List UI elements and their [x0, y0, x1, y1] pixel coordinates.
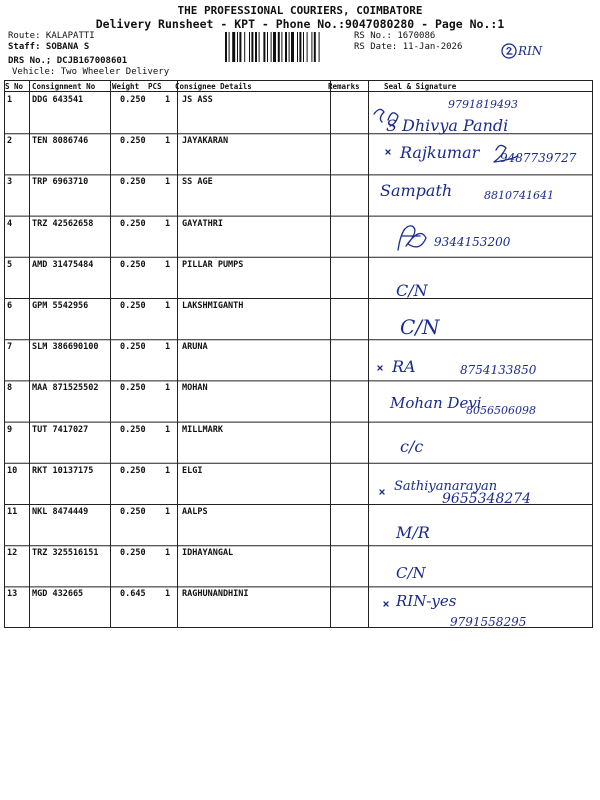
- cell-pcs: 1: [165, 342, 171, 353]
- company-title: THE PROFESSIONAL COURIERS, COIMBATORE: [177, 4, 423, 17]
- barcode: [225, 32, 351, 62]
- cell-consignee: AALPS: [182, 507, 208, 517]
- sig10-name: Sathiyanarayan: [394, 479, 498, 494]
- cell-consignee: GAYATHRI: [182, 218, 223, 229]
- cell-consignment: TUT 7417027: [32, 424, 89, 435]
- cell-sno: 12: [7, 548, 18, 559]
- cell-consignment: MGD 432665: [32, 589, 84, 600]
- cell-weight: 0.250: [120, 424, 146, 435]
- runsheet-table: [4, 80, 593, 628]
- cell-consignment: TRZ 42562658: [32, 218, 94, 229]
- table-row: [4, 463, 593, 504]
- table-row: [4, 339, 593, 380]
- cell-consignee: ELGI: [182, 465, 203, 476]
- cell-consignment: RKT 10137175: [32, 465, 94, 476]
- sig2-phone: 9487739727: [500, 151, 577, 165]
- sig3-name: Sampath: [380, 181, 453, 200]
- sig4-phone: 9344153200: [434, 235, 511, 249]
- cell-consignee: PILLAR PUMPS: [182, 259, 244, 270]
- cell-pcs: 1: [165, 383, 171, 394]
- cell-sno: 10: [7, 465, 18, 476]
- sig12-note: C/N: [396, 564, 426, 582]
- cell-consignee: SS AGE: [182, 177, 213, 188]
- cell-consignment: SLM 386690100: [32, 342, 99, 353]
- cell-consignee: MILLMARK: [182, 424, 223, 435]
- cell-consignee: MOHAN: [182, 383, 208, 394]
- cell-weight: 0.250: [120, 548, 146, 559]
- sig11-note: M/R: [396, 523, 430, 542]
- header-seal: Seal & Signature: [384, 82, 457, 91]
- cell-sno: 5: [7, 259, 13, 270]
- cell-consignee: JS ASS: [182, 95, 213, 105]
- cell-consignee: JAYAKARAN: [182, 136, 229, 147]
- cell-weight: 0.250: [120, 383, 146, 394]
- table-row: [4, 92, 593, 133]
- sig1-phone: 9791819493: [448, 98, 518, 111]
- cell-consignment: NKL 8474449: [32, 507, 89, 517]
- table-row: [4, 174, 593, 215]
- cell-sno: 3: [7, 177, 13, 188]
- table-row: [4, 216, 593, 257]
- sig7-phone: 8754133850: [460, 363, 537, 377]
- cell-sno: 2: [7, 136, 13, 147]
- header-pcs: PCS: [148, 82, 162, 91]
- sig13-name: RIN-yes: [396, 592, 457, 610]
- table-row: [4, 380, 593, 421]
- cell-consignee: ARUNA: [182, 342, 208, 353]
- sig5-note: C/N: [396, 281, 428, 300]
- cell-weight: 0.250: [120, 95, 146, 105]
- cell-weight: 0.250: [120, 465, 146, 476]
- cell-pcs: 1: [165, 465, 171, 476]
- vehicle-label: Vehicle: Two Wheeler Delivery: [12, 67, 170, 77]
- cell-pcs: 1: [165, 218, 171, 229]
- cell-sno: 11: [7, 507, 18, 517]
- cell-consignment: AMD 31475484: [32, 259, 94, 270]
- cell-consignment: TRP 6963710: [32, 177, 89, 188]
- header-sno: S No: [5, 82, 24, 91]
- sig3-phone: 8810741641: [484, 189, 554, 202]
- cell-sno: 1: [7, 95, 13, 105]
- corner-note-text: RIN: [518, 44, 543, 58]
- cell-weight: 0.250: [120, 136, 146, 147]
- cell-pcs: 1: [165, 507, 171, 517]
- cell-pcs: 1: [165, 589, 171, 600]
- cell-sno: 4: [7, 218, 13, 229]
- cell-pcs: 1: [165, 424, 171, 435]
- cell-weight: 0.250: [120, 507, 146, 517]
- cell-weight: 0.250: [120, 177, 146, 188]
- route-label: Route: KALAPATTI: [8, 31, 95, 41]
- table-row: [4, 504, 593, 545]
- cell-pcs: 1: [165, 136, 171, 147]
- table-row: [4, 257, 593, 298]
- cell-consignment: TEN 8086746: [32, 136, 89, 147]
- sig2-name: Rajkumar: [400, 143, 480, 162]
- sig6-note: C/N: [400, 315, 440, 339]
- staff-label: Staff: SOBANA S: [8, 42, 90, 52]
- cell-weight: 0.250: [120, 218, 146, 229]
- sig8-phone: 8056506098: [466, 404, 536, 417]
- cell-sno: 6: [7, 301, 13, 311]
- sig13-phone: 9791558295: [450, 615, 527, 629]
- header-remarks: Remarks: [328, 82, 360, 91]
- cell-consignment: DDG 643541: [32, 95, 84, 105]
- table-row: [4, 298, 593, 339]
- sig10-phone: 9655348274: [442, 491, 532, 507]
- header-consignee: Consignee Details: [175, 82, 252, 91]
- sig1-name: S Dhivya Pandi: [386, 116, 509, 135]
- sig9-note: c/c: [400, 437, 424, 456]
- header-weight: Weight: [112, 82, 140, 91]
- cell-consignee: LAKSHMIGANTH: [182, 301, 244, 311]
- table-row: [4, 133, 593, 174]
- header-consignment: Consignment No: [32, 82, 96, 91]
- table-row: [4, 422, 593, 463]
- runsheet-title: Delivery Runsheet - KPT - Phone No.:9047080280 - Page No.:1: [95, 17, 505, 31]
- cell-sno: 7: [7, 342, 13, 353]
- sig7-name: RA: [392, 357, 416, 376]
- cell-weight: 0.250: [120, 301, 146, 311]
- drs-number: DRS No.; DCJB167008601: [8, 56, 128, 66]
- table-row: [4, 545, 593, 586]
- cell-sno: 8: [7, 383, 13, 394]
- cell-consignment: MAA 871525502: [32, 383, 99, 394]
- cell-weight: 0.250: [120, 342, 146, 353]
- cell-consignment: TRZ 325516151: [32, 548, 99, 559]
- cell-pcs: 1: [165, 548, 171, 559]
- cell-pcs: 1: [165, 301, 171, 311]
- cell-pcs: 1: [165, 259, 171, 270]
- sig8-name: Mohan Devi: [390, 394, 482, 412]
- table-row: [4, 586, 593, 627]
- rs-date: RS Date: 11-Jan-2026: [354, 42, 463, 52]
- cell-pcs: 1: [165, 95, 171, 105]
- cell-consignee: RAGHUNANDHINI: [182, 589, 249, 600]
- cell-sno: 9: [7, 424, 13, 435]
- cell-consignment: GPM 5542956: [32, 301, 89, 311]
- cell-weight: 0.645: [120, 589, 146, 600]
- handwritten-corner-note: [498, 36, 556, 64]
- cell-weight: 0.250: [120, 259, 146, 270]
- rs-number: RS No.: 1670086: [354, 31, 436, 41]
- cell-pcs: 1: [165, 177, 171, 188]
- cell-consignee: IDHAYANGAL: [182, 548, 234, 559]
- cell-sno: 13: [7, 589, 18, 600]
